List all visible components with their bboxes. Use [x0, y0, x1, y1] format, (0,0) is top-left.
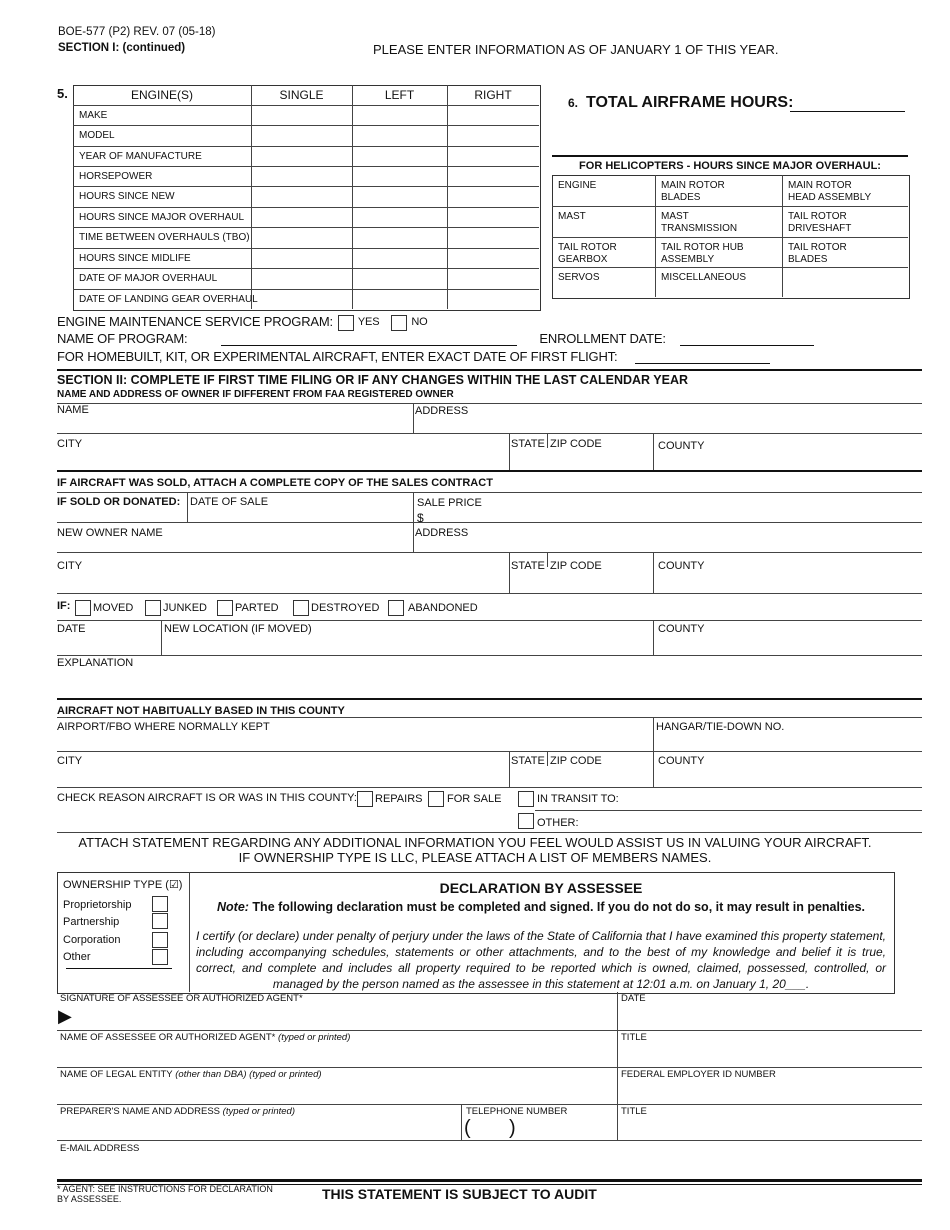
for-sale-checkbox[interactable] — [428, 791, 444, 807]
col-right: RIGHT — [474, 88, 512, 102]
engine-right-cell[interactable] — [447, 166, 539, 186]
other-ownership-checkbox[interactable] — [152, 949, 168, 965]
engine-single-cell[interactable] — [251, 207, 352, 227]
engine-row-label: MODEL — [79, 130, 115, 141]
engine-left-cell[interactable] — [352, 227, 447, 247]
abandoned-checkbox[interactable] — [388, 600, 404, 616]
preparer-note: (typed or printed) — [220, 1106, 295, 1117]
based-state-label[interactable]: STATE — [511, 755, 545, 767]
date-label[interactable]: DATE — [621, 993, 646, 1004]
helicopter-cell[interactable]: SERVOS — [558, 272, 600, 283]
item-number-5: 5. — [57, 86, 68, 101]
based-zip-label[interactable]: ZIP CODE — [550, 755, 602, 767]
note-label: Note: — [217, 900, 249, 914]
engine-row-label: MAKE — [79, 110, 108, 121]
engine-row-label: DATE OF LANDING GEAR OVERHAUL — [79, 294, 258, 305]
reason-label: CHECK REASON AIRCRAFT IS OR WAS IN THIS COUNTY: — [57, 792, 357, 804]
engine-right-cell[interactable] — [447, 125, 539, 145]
corporation-checkbox[interactable] — [152, 932, 168, 948]
dollar-sign: $ — [417, 511, 424, 525]
engine-left-cell[interactable] — [352, 248, 447, 268]
engine-single-cell[interactable] — [251, 268, 352, 288]
engine-right-cell[interactable] — [447, 146, 539, 166]
ownership-partnership-label: Partnership — [63, 916, 120, 928]
engine-single-cell[interactable] — [251, 186, 352, 206]
in-transit-label: IN TRANSIT TO: — [537, 793, 619, 805]
helicopter-cell[interactable]: MAST — [558, 211, 586, 222]
telephone-label[interactable]: TELEPHONE NUMBER — [466, 1106, 568, 1117]
first-flight-date-field[interactable] — [635, 351, 770, 364]
assessee-name-label[interactable] — [60, 1033, 350, 1044]
preparer-label[interactable] — [60, 1107, 295, 1118]
sale-price-label[interactable]: SALE PRICE — [417, 497, 482, 509]
engine-single-cell[interactable] — [251, 166, 352, 186]
note-text: The following declaration must be completed and signed. If you do not do so, it may result in penalties. — [248, 900, 865, 914]
if-label: IF: — [57, 600, 71, 612]
engine-left-cell[interactable] — [352, 268, 447, 288]
maintenance-yes-checkbox[interactable] — [338, 315, 354, 331]
based-city-label[interactable]: CITY — [57, 755, 83, 767]
owner-name-label[interactable]: NAME — [57, 404, 89, 416]
in-transit-checkbox[interactable] — [518, 791, 534, 807]
attach-line2: IF OWNERSHIP TYPE IS LLC, PLEASE ATTACH A LIST OF MEMBERS NAMES. — [238, 850, 712, 865]
col-left: LEFT — [384, 88, 415, 102]
assessee-name-text: NAME OF ASSESSEE OR AUTHORIZED AGENT* — [60, 1032, 276, 1043]
owner-zip-label[interactable]: ZIP CODE — [550, 438, 602, 450]
helicopter-cell[interactable]: TAIL ROTOR DRIVESHAFT — [788, 211, 852, 234]
engine-right-cell[interactable] — [447, 105, 539, 125]
airframe-hours-field[interactable] — [790, 111, 905, 112]
declaration-note — [189, 900, 893, 914]
helicopter-cell[interactable]: MAST TRANSMISSION — [661, 211, 738, 234]
engine-right-cell[interactable] — [447, 227, 539, 247]
engine-single-cell[interactable] — [251, 146, 352, 166]
program-row — [57, 331, 814, 347]
section2-subtitle: NAME AND ADDRESS OF OWNER IF DIFFERENT FROM FAA REGISTERED OWNER — [57, 389, 454, 400]
engine-left-cell[interactable] — [352, 186, 447, 206]
ownership-corporation-label: Corporation — [63, 934, 121, 946]
new-owner-city-label[interactable]: CITY — [57, 560, 83, 572]
col-single: SINGLE — [279, 88, 324, 102]
engine-left-cell[interactable] — [352, 207, 447, 227]
other-checkbox[interactable] — [518, 813, 534, 829]
sold-label: IF SOLD OR DONATED: — [57, 496, 181, 508]
airframe-hours-label: TOTAL AIRFRAME HOURS: — [586, 94, 794, 111]
engine-single-cell[interactable] — [251, 289, 352, 309]
destroyed-checkbox[interactable] — [293, 600, 309, 616]
engine-row-label: HORSEPOWER — [79, 171, 153, 182]
owner-address-label[interactable]: ADDRESS — [415, 405, 469, 417]
ownership-title: OWNERSHIP TYPE (☑) — [63, 879, 183, 891]
junked-checkbox[interactable] — [145, 600, 161, 616]
new-owner-zip-label[interactable]: ZIP CODE — [550, 560, 602, 572]
engine-left-cell[interactable] — [352, 105, 447, 125]
junked-label: JUNKED — [163, 602, 208, 614]
email-label[interactable]: E-MAIL ADDRESS — [60, 1143, 140, 1154]
new-owner-state-label[interactable]: STATE — [511, 560, 545, 572]
moved-checkbox[interactable] — [75, 600, 91, 616]
maintenance-label: ENGINE MAINTENANCE SERVICE PROGRAM: — [57, 314, 333, 330]
section2-title: SECTION II: COMPLETE IF FIRST TIME FILING OR IF ANY CHANGES WITHIN THE LAST CALENDAR YEAR — [57, 373, 689, 387]
engine-right-cell[interactable] — [447, 268, 539, 288]
engine-row-label: DATE OF MAJOR OVERHAUL — [79, 273, 218, 284]
typed-note: (typed or printed) — [275, 1032, 351, 1043]
proprietorship-checkbox[interactable] — [152, 896, 168, 912]
preparer-title-label[interactable]: TITLE — [621, 1106, 647, 1117]
abandoned-label: ABANDONED — [408, 602, 478, 614]
engine-left-cell[interactable] — [352, 289, 447, 309]
engine-single-cell[interactable] — [251, 248, 352, 268]
helicopter-cell[interactable]: TAIL ROTOR GEARBOX — [558, 242, 617, 265]
engine-row-label: HOURS SINCE MIDLIFE — [79, 253, 191, 264]
based-county-label[interactable]: COUNTY — [658, 755, 705, 767]
date-of-sale-label[interactable]: DATE OF SALE — [190, 496, 269, 508]
engine-right-cell[interactable] — [447, 289, 539, 309]
engine-row-label: YEAR OF MANUFACTURE — [79, 151, 202, 162]
based-title: AIRCRAFT NOT HABITUALLY BASED IN THIS COUNTY — [57, 705, 345, 717]
ownership-proprietorship-label: Proprietorship — [63, 899, 132, 911]
declaration-text: I certify (or declare) under penalty of perjury under the laws of the State of California that I have examined this property statement, including accompanying schedules, statements or other attachments, and to the best of my knowledge and belief it is true, correct, and complete and includes all property required to be reported which is owned, claimed, possessed, controlled, or managed by the person named as the assessee in this statement at 12:01 a.m. on January 1, 20___. — [196, 929, 886, 991]
moved-label: MOVED — [93, 602, 134, 614]
engine-single-cell[interactable] — [251, 227, 352, 247]
ownership-other-label: Other — [63, 951, 91, 963]
other-label: OTHER: — [537, 817, 579, 829]
title-label[interactable]: TITLE — [621, 1032, 647, 1043]
audit-notice: THIS STATEMENT IS SUBJECT TO AUDIT — [322, 1186, 597, 1202]
engine-row-label: HOURS SINCE MAJOR OVERHAUL — [79, 212, 245, 223]
helicopter-cell[interactable]: MAIN ROTOR HEAD ASSEMBLY — [788, 180, 872, 203]
yes-label: YES — [357, 316, 380, 329]
engine-left-cell[interactable] — [352, 146, 447, 166]
legal-entity-label[interactable] — [60, 1070, 322, 1081]
partnership-checkbox[interactable] — [152, 913, 168, 929]
helicopter-cell[interactable]: ENGINE — [558, 180, 597, 191]
destroyed-label: DESTROYED — [311, 602, 380, 614]
helicopter-cell[interactable]: MAIN ROTOR BLADES — [661, 180, 725, 203]
owner-county-label[interactable]: COUNTY — [658, 440, 705, 452]
owner-state-label[interactable]: STATE — [511, 438, 545, 450]
status-date-label[interactable]: DATE — [57, 623, 86, 635]
fein-label[interactable]: FEDERAL EMPLOYER ID NUMBER — [621, 1069, 776, 1080]
homebuilt-row — [57, 349, 770, 365]
helicopter-cell[interactable]: MISCELLANEOUS — [661, 272, 747, 283]
new-owner-county-label[interactable]: COUNTY — [658, 560, 705, 572]
new-owner-label[interactable]: NEW OWNER NAME — [57, 527, 163, 539]
repairs-label: REPAIRS — [375, 793, 423, 805]
arrow-right-icon: ▶ — [58, 1006, 72, 1026]
preparer-text: PREPARER'S NAME AND ADDRESS — [60, 1106, 221, 1117]
instruction: PLEASE ENTER INFORMATION AS OF JANUARY 1 OF THIS YEAR. — [373, 42, 779, 57]
parted-checkbox[interactable] — [217, 600, 233, 616]
item-number-6: 6. — [568, 96, 579, 110]
enrollment-date-field[interactable] — [680, 333, 814, 346]
engine-left-cell[interactable] — [352, 125, 447, 145]
sold-title: IF AIRCRAFT WAS SOLD, ATTACH A COMPLETE COPY OF THE SALES CONTRACT — [57, 477, 493, 489]
engine-single-cell[interactable] — [251, 125, 352, 145]
attach-line1: ATTACH STATEMENT REGARDING ANY ADDITIONAL INFORMATION YOU FEEL WOULD ASSIST US IN VALUING YOUR AIRCRAFT. — [78, 835, 872, 850]
program-name-field[interactable] — [221, 333, 517, 346]
col-engines: ENGINE(S) — [130, 88, 193, 102]
new-location-label[interactable]: NEW LOCATION (IF MOVED) — [164, 623, 312, 635]
airport-label[interactable]: AIRPORT/FBO WHERE NORMALLY KEPT — [57, 721, 270, 733]
paren-close: ) — [509, 1117, 516, 1139]
agent-note: * AGENT: SEE INSTRUCTIONS FOR DECLARATION BY ASSESSEE. — [57, 1184, 273, 1204]
for-sale-label: FOR SALE — [447, 793, 502, 805]
engine-row-label: HOURS SINCE NEW — [79, 191, 175, 202]
section-label: SECTION I: (continued) — [58, 42, 186, 54]
homebuilt-label: FOR HOMEBUILT, KIT, OR EXPERIMENTAL AIRCRAFT, ENTER EXACT DATE OF FIRST FLIGHT: — [57, 348, 618, 364]
engine-right-cell[interactable] — [447, 248, 539, 268]
new-owner-address-label[interactable]: ADDRESS — [415, 527, 469, 539]
form-id: BOE-577 (P2) REV. 07 (05-18) — [58, 26, 216, 38]
status-county-label[interactable]: COUNTY — [658, 623, 705, 635]
parted-label: PARTED — [235, 602, 279, 614]
no-label: NO — [411, 316, 428, 329]
owner-city-label[interactable]: CITY — [57, 438, 83, 450]
engine-row-label: TIME BETWEEN OVERHAULS (TBO) — [79, 232, 250, 243]
explanation-label[interactable]: EXPLANATION — [57, 657, 134, 669]
program-name-label: NAME OF PROGRAM: — [57, 330, 188, 346]
paren-open: ( — [464, 1117, 471, 1139]
entity-note: (other than DBA) (typed or printed) — [172, 1069, 322, 1080]
maintenance-row — [57, 314, 427, 331]
engine-right-cell[interactable] — [447, 207, 539, 227]
hangar-label[interactable]: HANGAR/TIE-DOWN NO. — [656, 721, 785, 733]
engine-left-cell[interactable] — [352, 166, 447, 186]
maintenance-no-checkbox[interactable] — [391, 315, 407, 331]
engine-single-cell[interactable] — [251, 105, 352, 125]
helicopter-title: FOR HELICOPTERS - HOURS SINCE MAJOR OVERHAUL: — [579, 160, 881, 172]
engine-right-cell[interactable] — [447, 186, 539, 206]
signature-label[interactable]: SIGNATURE OF ASSESSEE OR AUTHORIZED AGENT* — [60, 993, 303, 1004]
repairs-checkbox[interactable] — [357, 791, 373, 807]
enrollment-date-label: ENROLLMENT DATE: — [539, 330, 666, 346]
declaration-title: DECLARATION BY ASSESSEE — [439, 880, 643, 896]
legal-entity-text: NAME OF LEGAL ENTITY — [60, 1069, 173, 1080]
helicopter-cell[interactable]: TAIL ROTOR BLADES — [788, 242, 847, 265]
helicopter-cell[interactable]: TAIL ROTOR HUB ASSEMBLY — [661, 242, 744, 265]
